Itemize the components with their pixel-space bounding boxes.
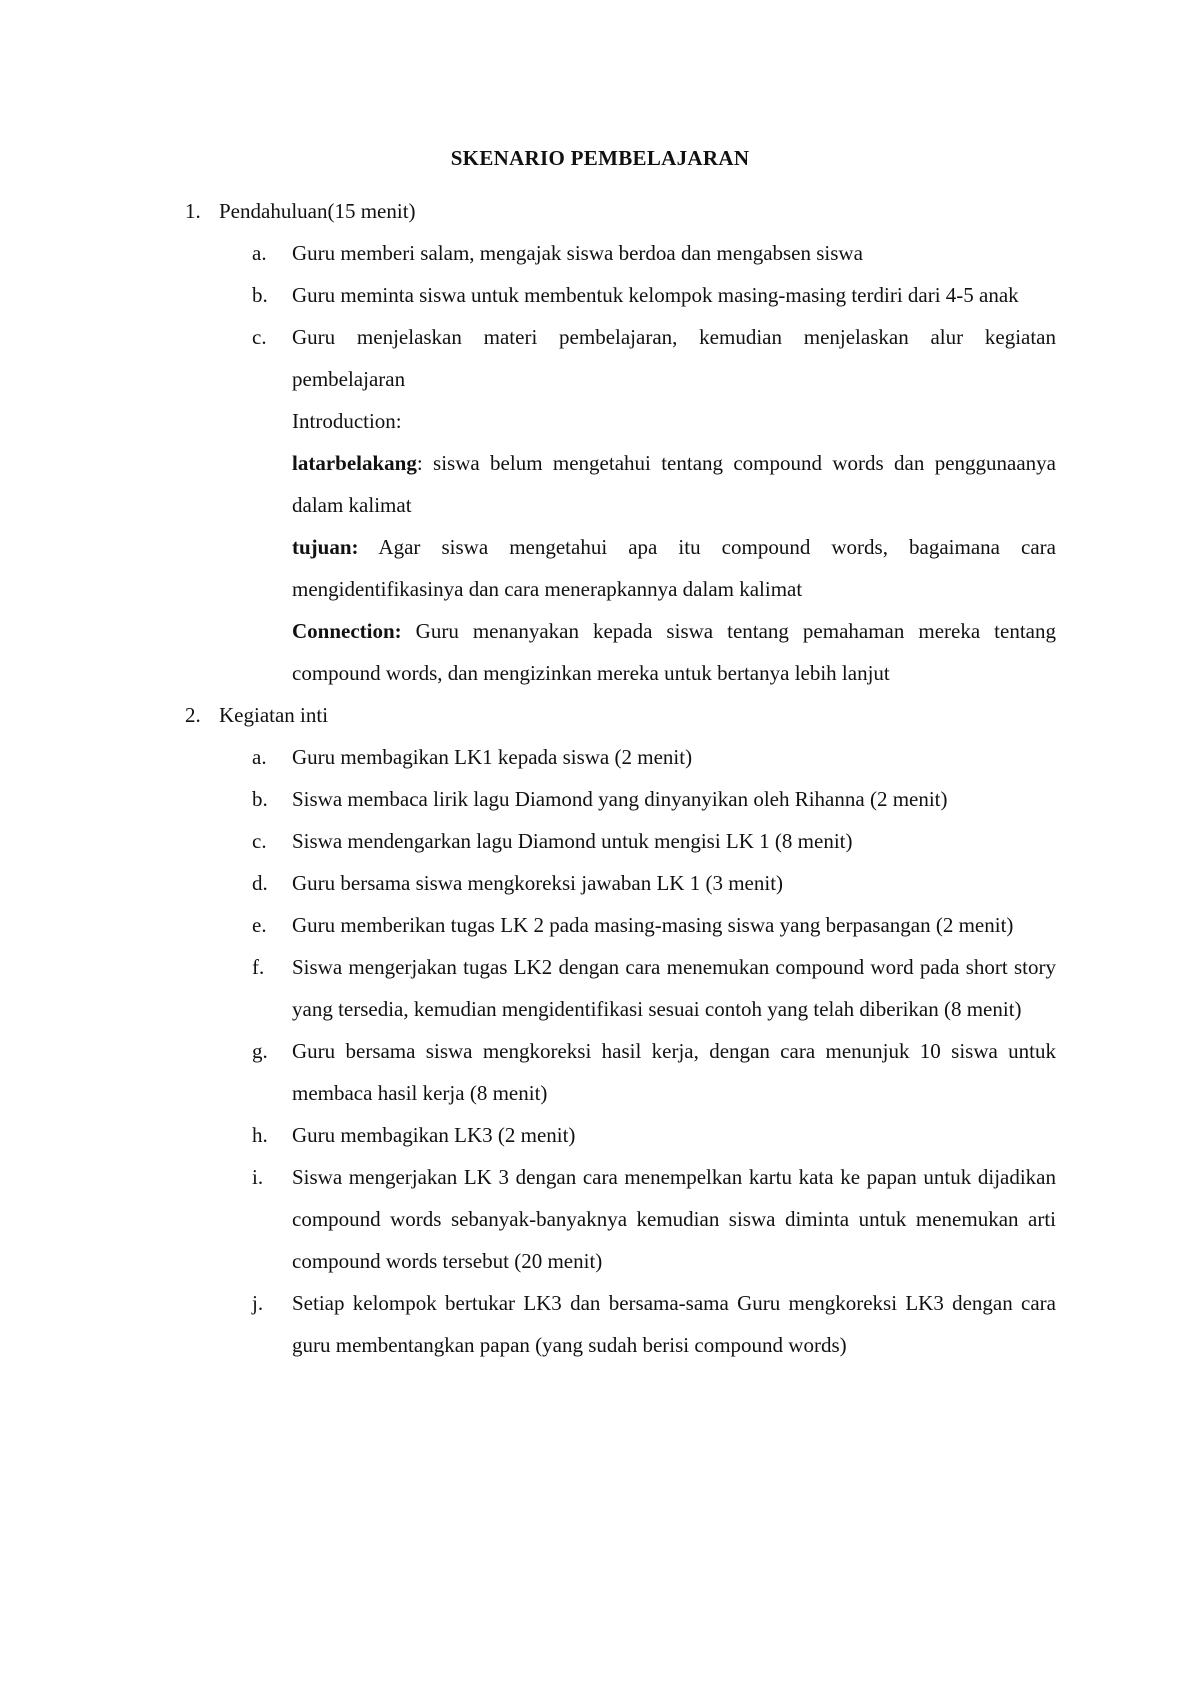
list-marker: c. bbox=[252, 829, 267, 853]
list-item bbox=[0, 316, 1056, 400]
list-marker: f. bbox=[252, 955, 265, 979]
connection-label: Connection: bbox=[292, 619, 402, 643]
list-item bbox=[0, 820, 1056, 862]
list-marker: g. bbox=[252, 1039, 268, 1063]
section-heading-pendahuluan bbox=[0, 190, 1200, 232]
tujuan-paragraph bbox=[0, 526, 1056, 610]
list-item-text: Guru memberi salam, mengajak siswa berdoa dan mengabsen siswa bbox=[292, 241, 863, 265]
latarbelakang-paragraph bbox=[0, 442, 1056, 526]
list-item-text: Guru bersama siswa mengkoreksi hasil kerja, dengan cara menunjuk 10 siswa untuk membaca hasil kerja (8 menit) bbox=[292, 1039, 1056, 1105]
list-item bbox=[0, 946, 1056, 1030]
list-item-text: Guru membagikan LK3 (2 menit) bbox=[292, 1123, 576, 1147]
latarbelakang-label: latarbelakang bbox=[292, 451, 417, 475]
list-item bbox=[0, 274, 1056, 316]
list-item-text: Guru membagikan LK1 kepada siswa (2 menit) bbox=[292, 745, 693, 769]
connection-paragraph bbox=[0, 610, 1056, 694]
list-marker: j. bbox=[252, 1291, 264, 1315]
document-body bbox=[0, 190, 1200, 1366]
list-marker: a. bbox=[252, 745, 267, 769]
list-item bbox=[0, 1030, 1056, 1114]
list-item-text: Siswa mendengarkan lagu Diamond untuk mengisi LK 1 (8 menit) bbox=[292, 829, 853, 853]
section-title: Kegiatan inti bbox=[219, 703, 329, 727]
list-marker: b. bbox=[252, 283, 268, 307]
list-item-text: Setiap kelompok bertukar LK3 dan bersama-sama Guru mengkoreksi LK3 dengan cara guru membentangkan papan (yang sudah berisi compound words) bbox=[292, 1291, 1056, 1357]
list-item bbox=[0, 232, 1056, 274]
list-item bbox=[0, 1282, 1056, 1366]
list-marker: e. bbox=[252, 913, 267, 937]
list-item bbox=[0, 736, 1056, 778]
list-item-text: Siswa mengerjakan LK 3 dengan cara menempelkan kartu kata ke papan untuk dijadikan compound words sebanyak-banyaknya kemudian siswa diminta untuk menemukan arti compound words tersebut (20 menit) bbox=[292, 1165, 1056, 1273]
tujuan-label: tujuan: bbox=[292, 535, 359, 559]
list-marker: c. bbox=[252, 325, 267, 349]
list-item-text: Guru meminta siswa untuk membentuk kelompok masing-masing terdiri dari 4-5 anak bbox=[292, 283, 1019, 307]
section-number: 2. bbox=[185, 703, 201, 727]
list-marker: d. bbox=[252, 871, 268, 895]
list-item-text: Guru bersama siswa mengkoreksi jawaban LK 1 (3 menit) bbox=[292, 871, 784, 895]
latarbelakang-text: : siswa belum mengetahui tentang compound words dan penggunaanya dalam kalimat bbox=[292, 451, 1056, 517]
page-title: SKENARIO PEMBELAJARAN bbox=[450, 146, 750, 170]
list-item-text: Guru menjelaskan materi pembelajaran, kemudian menjelaskan alur kegiatan pembelajaran bbox=[292, 325, 1056, 391]
list-marker: b. bbox=[252, 787, 268, 811]
list-item bbox=[0, 1114, 1056, 1156]
introduction-label: Introduction: bbox=[292, 409, 402, 433]
list-item bbox=[0, 1156, 1056, 1282]
connection-text: Guru menanyakan kepada siswa tentang pemahaman mereka tentang compound words, dan mengizinkan mereka untuk bertanya lebih lanjut bbox=[292, 619, 1056, 685]
list-item-text: Siswa mengerjakan tugas LK2 dengan cara menemukan compound word pada short story yang tersedia, kemudian mengidentifikasi sesuai contoh yang telah diberikan (8 menit) bbox=[292, 955, 1056, 1021]
list-marker: h. bbox=[252, 1123, 268, 1147]
list-marker: a. bbox=[252, 241, 267, 265]
section-heading-kegiatan-inti bbox=[0, 694, 1200, 736]
list-item bbox=[0, 862, 1056, 904]
section-number: 1. bbox=[185, 199, 201, 223]
list-marker: i. bbox=[252, 1165, 264, 1189]
list-item-text: Guru memberikan tugas LK 2 pada masing-masing siswa yang berpasangan (2 menit) bbox=[292, 913, 1014, 937]
list-item-text: Siswa membaca lirik lagu Diamond yang dinyanyikan oleh Rihanna (2 menit) bbox=[292, 787, 948, 811]
tujuan-text: Agar siswa mengetahui apa itu compound words, bagaimana cara mengidentifikasinya dan cara menerapkannya dalam kalimat bbox=[292, 535, 1056, 601]
section-title: Pendahuluan(15 menit) bbox=[219, 199, 416, 223]
list-item bbox=[0, 904, 1056, 946]
list-item bbox=[0, 778, 1056, 820]
